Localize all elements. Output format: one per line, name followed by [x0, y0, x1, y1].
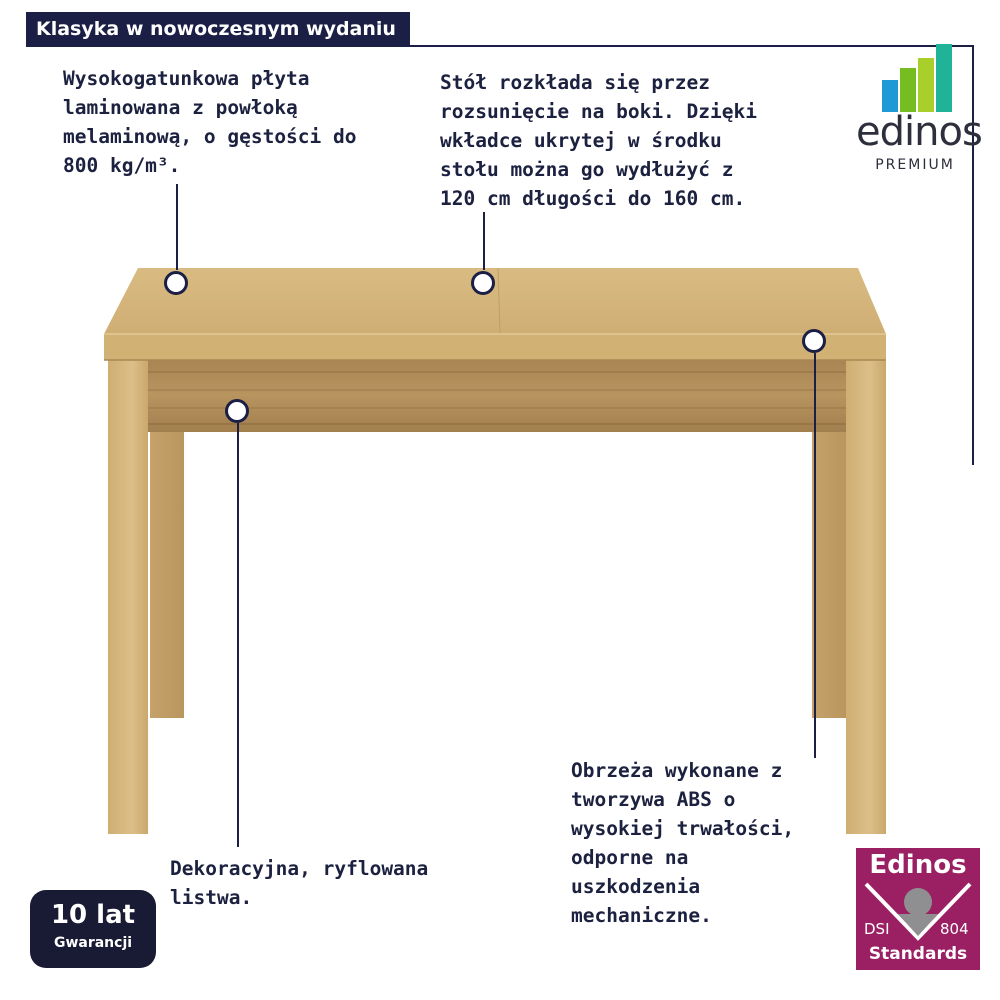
table-top-edge: [104, 334, 886, 360]
standards-dsi: DSI: [864, 920, 890, 938]
callout-dot-apron: [225, 399, 249, 423]
leader-line-top-left: [176, 184, 178, 270]
leader-line-right: [814, 353, 816, 758]
brand-name: edinos: [856, 109, 982, 155]
note-material: Wysokogatunkowa płyta laminowana z powłoką melaminową, o gęstości do 800 kg/m³.: [63, 67, 357, 177]
callout-dot-top-center: [471, 271, 495, 295]
table-top: [104, 268, 886, 334]
callout-dot-right: [802, 329, 826, 353]
leader-line-top-center: [483, 212, 485, 270]
standards-title: Edinos: [869, 850, 967, 880]
note-extension: Stół rozkłada się przez rozsunięcie na boki. Dzięki wkładce ukrytej w środku stołu można go wydłużyć z 120 cm długości do 160 cm.: [440, 71, 757, 210]
logo-bars-icon: [882, 44, 952, 112]
logo-bar-1: [900, 68, 916, 112]
table-front-leg-right: [846, 358, 886, 834]
standards-number: 804: [940, 920, 969, 938]
note-decorative-strip: Dekoracyjna, ryflowana listwa.: [170, 857, 429, 909]
warranty-years: 10 lat: [50, 900, 136, 930]
table-apron: [145, 358, 850, 432]
leader-line-apron: [237, 423, 239, 847]
table-front-leg-left: [108, 358, 148, 834]
edinos-standards-badge: [856, 848, 980, 970]
edinos-premium-logo: [852, 40, 982, 180]
standards-subtitle: Standards: [868, 944, 968, 964]
brand-subtitle: PREMIUM: [875, 157, 955, 173]
header-title: Klasyka w nowoczesnym wydaniu: [36, 18, 396, 40]
note-abs-edges: Obrzeża wykonane z tworzywa ABS o wysokiej trwałości, odporne na uszkodzenia mechaniczne.: [571, 759, 795, 927]
warranty-label: Gwarancji: [53, 935, 133, 951]
table-back-leg-right: [812, 430, 846, 718]
warranty-badge: [30, 890, 156, 968]
table-back-leg-left: [150, 430, 184, 718]
logo-bar-2: [918, 58, 934, 112]
logo-bar-3: [936, 44, 952, 112]
callout-dot-top-left: [164, 271, 188, 295]
